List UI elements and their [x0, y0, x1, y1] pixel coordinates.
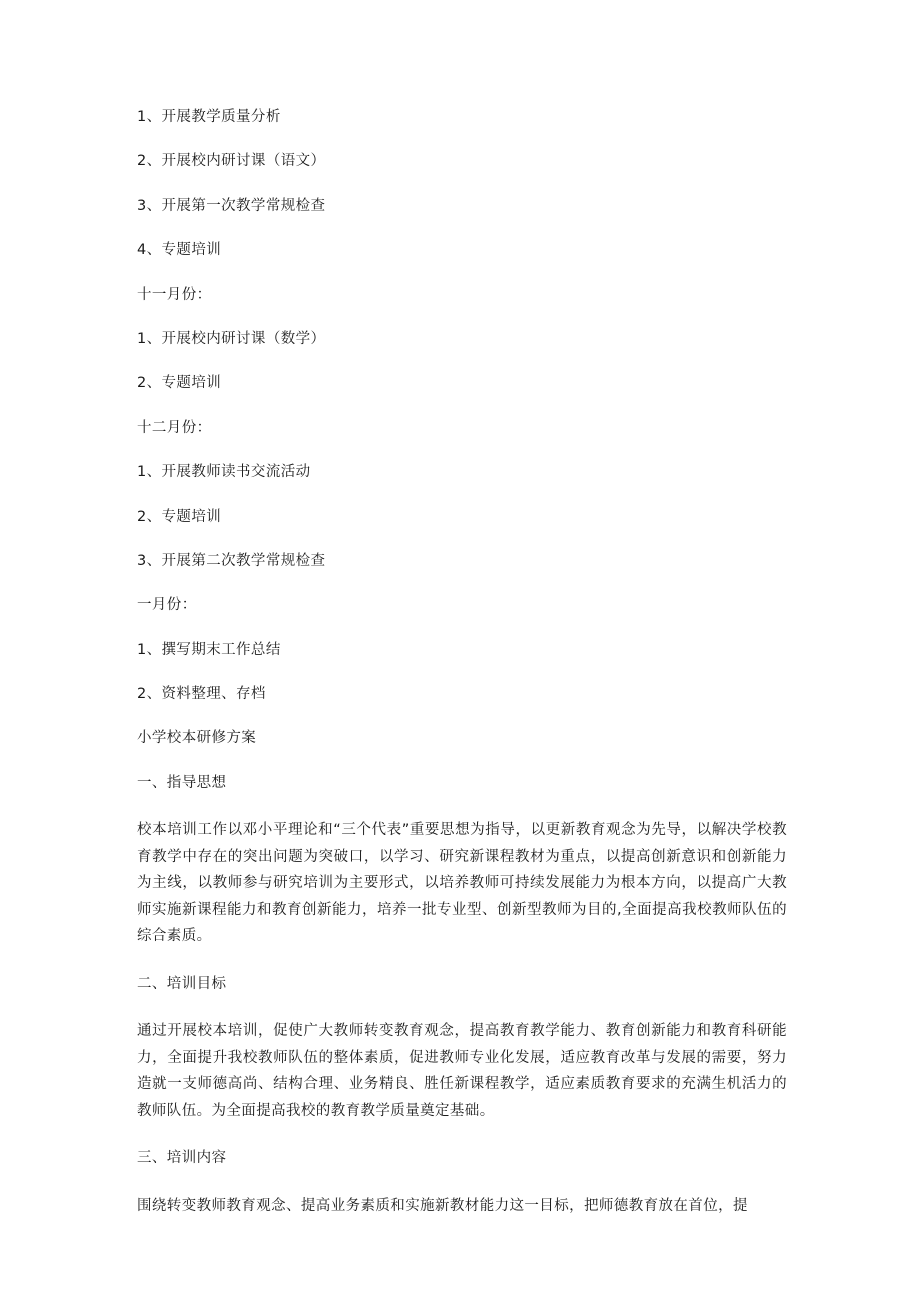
list-item: 1、撰写期末工作总结 — [137, 641, 281, 658]
list-item: 2、开展校内研讨课（语文） — [137, 153, 326, 170]
month-heading-december: 十二月份： — [137, 419, 212, 436]
section-body-training-goals: 通过开展校本培训，促使广大教师转变教育观念，提高教育教学能力、教育创新能力和教育科研能力，全面提升我校教师队伍的整体素质，促进教师专业化发展，适应教育改革与发展的需要，努力造就一支师德高尚、结构合理、业务精良、胜任新课程教学，适应素质教育要求的充满生机活力的教师队伍。为全面提高我校的教育教学质量奠定基础。 — [137, 1023, 787, 1119]
section-body-guiding-ideology: 校本培训工作以邓小平理论和“三个代表”重要思想为指导，以更新教育观念为先导，以解决学校教育教学中存在的突出问题为突破口，以学习、研究新课程教材为重点，以提高创新意识和创新能力为主线，以教师参与研究培训为主要形式，以培养教师可持续发展能力为根本方向，以提高广大教师实施新课程能力和教育创新能力，培养一批专业型、创新型教师为目的,全面提高我校教师队伍的综合素质。 — [137, 822, 787, 945]
section-heading-training-goals: 二、培训目标 — [137, 975, 227, 992]
plan-title: 小学校本研修方案 — [137, 730, 257, 747]
month-heading-november: 十一月份： — [137, 286, 212, 303]
month-heading-january: 一月份： — [137, 597, 197, 614]
list-item: 1、开展教学质量分析 — [137, 109, 281, 125]
list-item: 1、开展校内研讨课（数学） — [137, 330, 326, 347]
list-item: 3、开展第一次教学常规检查 — [137, 197, 326, 214]
section-heading-training-content: 三、培训内容 — [137, 1150, 227, 1167]
list-item: 2、专题培训 — [137, 375, 222, 392]
list-item: 2、资料整理、存档 — [137, 686, 266, 703]
section-heading-guiding-ideology: 一、指导思想 — [137, 774, 227, 791]
list-item: 3、开展第二次教学常规检查 — [137, 552, 326, 569]
document-content — [137, 107, 787, 1219]
section-body-training-content: 围绕转变教师教育观念、提高业务素质和实施新教材能力这一目标，把师德教育放在首位，提 — [137, 1197, 748, 1214]
list-item: 4、专题培训 — [137, 242, 222, 259]
list-item: 1、开展教师读书交流活动 — [137, 464, 311, 481]
list-item: 2、专题培训 — [137, 508, 222, 525]
